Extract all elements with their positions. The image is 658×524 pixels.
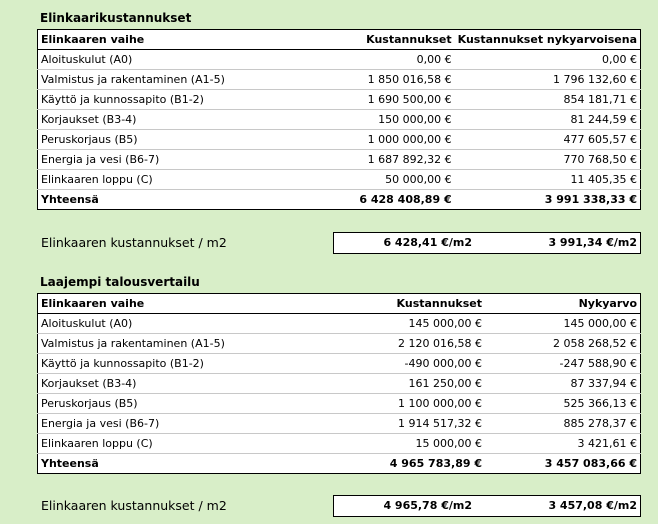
cost-cell: 1 850 016,58 € bbox=[330, 70, 455, 90]
table-row bbox=[38, 50, 641, 70]
extended-comparison-table bbox=[37, 293, 641, 474]
phase-cell: Elinkaaren vaihe bbox=[38, 30, 330, 50]
cost-cell: 145 000,00 € bbox=[354, 314, 485, 334]
section1-summary-box bbox=[333, 232, 641, 254]
phase-cell: Käyttö ja kunnossapito (B1-2) bbox=[38, 90, 330, 110]
present-value-cell: 3 991 338,33 € bbox=[455, 190, 641, 210]
cost-cell: 1 687 892,32 € bbox=[330, 150, 455, 170]
phase-cell: Aloituskulut (A0) bbox=[38, 50, 330, 70]
cost-cell: 50 000,00 € bbox=[330, 170, 455, 190]
table-header-row bbox=[38, 294, 641, 314]
table-row bbox=[38, 434, 641, 454]
table-row bbox=[38, 170, 641, 190]
phase-cell: Yhteensä bbox=[38, 190, 330, 210]
present-value-cell: 885 278,37 € bbox=[485, 414, 641, 434]
present-value-cell: 3 421,61 € bbox=[485, 434, 641, 454]
present-value-cell: 81 244,59 € bbox=[455, 110, 641, 130]
present-value-cell: Nykyarvo bbox=[485, 294, 641, 314]
phase-cell: Käyttö ja kunnossapito (B1-2) bbox=[38, 354, 355, 374]
section1-title: Elinkaarikustannukset bbox=[40, 11, 192, 25]
present-value-cell: 1 796 132,60 € bbox=[455, 70, 641, 90]
phase-cell: Yhteensä bbox=[38, 454, 355, 474]
present-value-cell: 87 337,94 € bbox=[485, 374, 641, 394]
phase-cell: Valmistus ja rakentaminen (A1-5) bbox=[38, 70, 330, 90]
phase-cell: Korjaukset (B3-4) bbox=[38, 374, 355, 394]
table-row bbox=[38, 334, 641, 354]
table-row bbox=[38, 414, 641, 434]
summary-cost-per-m2: 4 965,78 €/m2 bbox=[383, 499, 472, 512]
section2-summary-label: Elinkaaren kustannukset / m2 bbox=[41, 498, 227, 513]
table-row bbox=[38, 130, 641, 150]
cost-cell: 1 690 500,00 € bbox=[330, 90, 455, 110]
cost-cell: Kustannukset bbox=[354, 294, 485, 314]
summary-present-value-per-m2: 3 457,08 €/m2 bbox=[548, 499, 637, 512]
cost-cell: 1 000 000,00 € bbox=[330, 130, 455, 150]
table-row bbox=[38, 150, 641, 170]
cost-cell: -490 000,00 € bbox=[354, 354, 485, 374]
phase-cell: Energia ja vesi (B6-7) bbox=[38, 414, 355, 434]
cost-cell: 2 120 016,58 € bbox=[354, 334, 485, 354]
cost-cell: 150 000,00 € bbox=[330, 110, 455, 130]
cost-cell: 161 250,00 € bbox=[354, 374, 485, 394]
present-value-cell: 11 405,35 € bbox=[455, 170, 641, 190]
lifecycle-cost-table bbox=[37, 29, 641, 210]
cost-cell: 0,00 € bbox=[330, 50, 455, 70]
present-value-cell: 854 181,71 € bbox=[455, 90, 641, 110]
cost-cell: 1 100 000,00 € bbox=[354, 394, 485, 414]
phase-cell: Peruskorjaus (B5) bbox=[38, 130, 330, 150]
cost-cell: 15 000,00 € bbox=[354, 434, 485, 454]
table-row bbox=[38, 90, 641, 110]
table-row bbox=[38, 110, 641, 130]
cost-cell: Kustannukset bbox=[330, 30, 455, 50]
table-row bbox=[38, 314, 641, 334]
section1-summary-label: Elinkaaren kustannukset / m2 bbox=[41, 235, 227, 250]
present-value-cell: Kustannukset nykyarvoisena bbox=[455, 30, 641, 50]
cost-cell: 1 914 517,32 € bbox=[354, 414, 485, 434]
present-value-cell: 525 366,13 € bbox=[485, 394, 641, 414]
present-value-cell: 2 058 268,52 € bbox=[485, 334, 641, 354]
phase-cell: Elinkaaren loppu (C) bbox=[38, 170, 330, 190]
section2-title: Laajempi talousvertailu bbox=[40, 275, 200, 289]
section2-summary-box bbox=[333, 495, 641, 517]
table-row bbox=[38, 70, 641, 90]
table-row bbox=[38, 374, 641, 394]
phase-cell: Korjaukset (B3-4) bbox=[38, 110, 330, 130]
present-value-cell: 145 000,00 € bbox=[485, 314, 641, 334]
table-total-row bbox=[38, 190, 641, 210]
table-total-row bbox=[38, 454, 641, 474]
phase-cell: Elinkaaren loppu (C) bbox=[38, 434, 355, 454]
present-value-cell: 0,00 € bbox=[455, 50, 641, 70]
present-value-cell: 477 605,57 € bbox=[455, 130, 641, 150]
phase-cell: Energia ja vesi (B6-7) bbox=[38, 150, 330, 170]
table-row bbox=[38, 354, 641, 374]
present-value-cell: 770 768,50 € bbox=[455, 150, 641, 170]
phase-cell: Aloituskulut (A0) bbox=[38, 314, 355, 334]
present-value-cell: -247 588,90 € bbox=[485, 354, 641, 374]
table-row bbox=[38, 394, 641, 414]
summary-present-value-per-m2: 3 991,34 €/m2 bbox=[548, 236, 637, 249]
present-value-cell: 3 457 083,66 € bbox=[485, 454, 641, 474]
phase-cell: Elinkaaren vaihe bbox=[38, 294, 355, 314]
cost-cell: 6 428 408,89 € bbox=[330, 190, 455, 210]
phase-cell: Peruskorjaus (B5) bbox=[38, 394, 355, 414]
summary-cost-per-m2: 6 428,41 €/m2 bbox=[383, 236, 472, 249]
table-header-row bbox=[38, 30, 641, 50]
phase-cell: Valmistus ja rakentaminen (A1-5) bbox=[38, 334, 355, 354]
cost-cell: 4 965 783,89 € bbox=[354, 454, 485, 474]
